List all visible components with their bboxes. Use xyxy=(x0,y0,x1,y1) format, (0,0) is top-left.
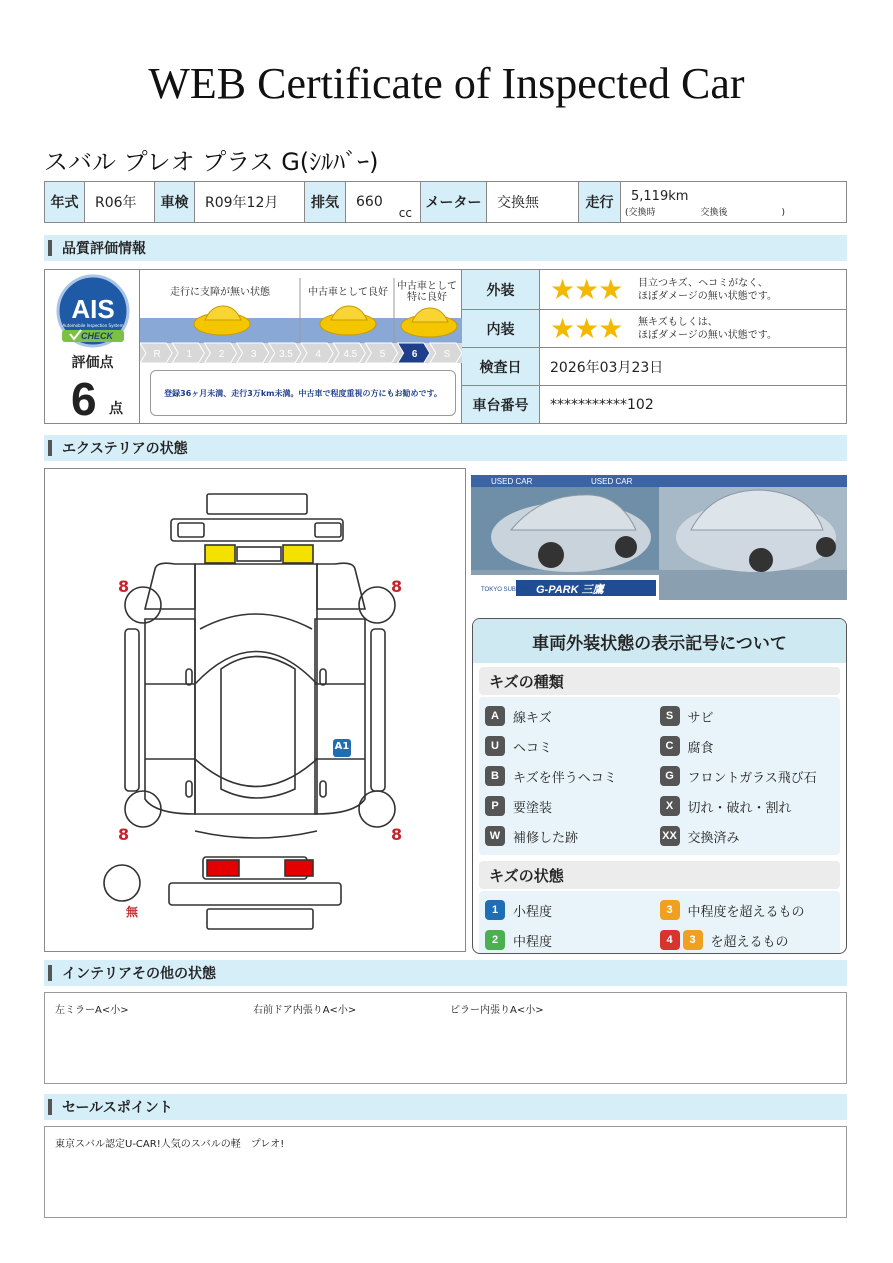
interior-row xyxy=(462,310,846,348)
meter-value: 交換無 xyxy=(487,182,579,222)
grade-scale-graphic xyxy=(140,270,462,370)
document-title: WEB Certificate of Inspected Car xyxy=(148,59,745,108)
section-sales xyxy=(44,1094,847,1120)
section-sales-title: セールスポイント xyxy=(62,1100,173,1116)
legend-types xyxy=(479,697,840,855)
sales-point-box xyxy=(44,1126,847,1218)
score-value: 6 xyxy=(71,373,97,425)
tire-rear-left-depth: 8 xyxy=(118,825,130,844)
interior-item-3: ピラー内張りA<小> xyxy=(450,1005,544,1016)
section-interior-title: インテリアその他の状態 xyxy=(62,966,216,982)
section-interior xyxy=(44,960,847,986)
grade-step-label: 2 xyxy=(218,349,225,360)
section-quality-title: 品質評価情報 xyxy=(62,241,146,257)
ais-check-text: CHECK xyxy=(80,331,114,341)
car-name: スバル プレオ プラス G(ｼﾙﾊﾞｰ) xyxy=(44,148,379,176)
grade-step-label: 3 xyxy=(250,349,257,360)
mileage-note: (交換時 交換後 ) xyxy=(625,208,786,218)
interior-desc-1: 無キズもしくは、 xyxy=(638,316,718,328)
displacement-unit: cc xyxy=(398,206,412,220)
interior-item-2: 右前ドア内張りA<小> xyxy=(253,1005,357,1016)
interior-notes xyxy=(44,992,847,1084)
car-photo-graphic xyxy=(471,475,847,600)
legend-item: P 要塗装 xyxy=(485,791,660,821)
legend-item: C 腐食 xyxy=(660,731,835,761)
interior-desc-2: ほぼダメージの無い状態です。 xyxy=(638,329,777,341)
ais-panel xyxy=(45,270,140,423)
grade-step-label: 6 xyxy=(411,349,418,360)
legend-item: B キズを伴うヘコミ xyxy=(485,761,660,791)
chassis-row xyxy=(462,386,846,423)
dealer-sub: TOKYO SUBARU xyxy=(481,587,529,593)
grade-step-label: 4.5 xyxy=(343,349,358,360)
damage-marker-a1: A1 xyxy=(334,741,350,752)
grade-step-label: 5 xyxy=(379,349,386,360)
legend-item: XX 交換済み xyxy=(660,821,835,851)
grade-step-label: S xyxy=(443,349,451,360)
scale-note: 登録36ヶ月未満、走行3万km未満。中古車で程度重視の方にもお勧めです。 xyxy=(150,370,456,416)
legend-states-title: キズの状態 xyxy=(479,861,840,889)
photo-banner-left: USED CAR xyxy=(491,477,533,486)
scale-label-3: 中古車として特に良好 xyxy=(397,281,457,303)
car-icon-3 xyxy=(401,308,457,337)
dealer-name: G-PARK 三鷹 xyxy=(536,584,604,596)
grade-step-label: R xyxy=(153,349,161,360)
legend-state: 3 中程度を超えるもの xyxy=(660,895,835,925)
inspection-date-value: 2026年03月23日 xyxy=(550,359,664,376)
inspection-label: 車検 xyxy=(155,182,195,222)
tire-rear-right-depth: 8 xyxy=(391,825,403,844)
exterior-label: 外装 xyxy=(462,270,540,309)
exterior-row xyxy=(462,270,846,310)
displacement-label: 排気 xyxy=(305,182,346,222)
legend-state: 2 中程度 xyxy=(485,925,660,954)
exterior-desc-1: 目立つキズ、ヘコミがなく、 xyxy=(638,277,768,289)
tire-front-left-depth: 8 xyxy=(118,577,130,596)
legend-types-title: キズの種類 xyxy=(479,667,840,695)
spare-tire-status: 無 xyxy=(126,905,139,919)
tire-front-right-depth: 8 xyxy=(391,577,403,596)
legend-state: 1 小程度 xyxy=(485,895,660,925)
exterior-desc-2: ほぼダメージの無い状態です。 xyxy=(638,290,777,302)
year-label: 年式 xyxy=(45,182,85,222)
score-unit: 点 xyxy=(109,401,123,417)
grade-scale xyxy=(140,270,462,423)
scale-label-1: 走行に支障が無い状態 xyxy=(170,287,270,298)
legend-item: W 補修した跡 xyxy=(485,821,660,851)
legend-item: G フロントガラス飛び石 xyxy=(660,761,835,791)
legend-item: S サビ xyxy=(660,701,835,731)
interior-label: 内装 xyxy=(462,310,540,347)
chassis-value: ***********102 xyxy=(550,396,654,413)
legend-item: U ヘコミ xyxy=(485,731,660,761)
section-quality xyxy=(44,235,847,261)
legend-states xyxy=(479,891,840,954)
evaluation-box xyxy=(44,269,847,424)
legend-title: 車両外装状態の表示記号について xyxy=(473,619,846,663)
inspection-value: R09年12月 xyxy=(195,182,305,222)
car-icon-1 xyxy=(194,306,250,335)
year-value: R06年 xyxy=(85,182,155,222)
car-photos xyxy=(471,475,847,600)
symbol-legend xyxy=(472,618,847,954)
displacement-value: 660 xyxy=(356,194,383,210)
grade-step-label: 4 xyxy=(315,349,321,360)
chassis-label: 車台番号 xyxy=(462,386,540,423)
mileage-value: 5,119km xyxy=(631,189,689,204)
legend-item: X 切れ・破れ・割れ xyxy=(660,791,835,821)
interior-stars: ★★★ xyxy=(550,312,623,345)
interior-item-1: 左ミラーA<小> xyxy=(55,1005,129,1016)
section-exterior-title: エクステリアの状態 xyxy=(62,441,188,457)
grade-step-label: 1 xyxy=(186,349,193,360)
inspection-date-row xyxy=(462,348,846,386)
sales-point-text: 東京スバル認定U-CAR!人気のスバルの軽 プレオ! xyxy=(55,1139,285,1150)
ais-logo-sub: Automobile Inspection System xyxy=(62,323,124,328)
mileage-label: 走行 xyxy=(579,182,621,222)
displacement-cell xyxy=(346,182,421,222)
spec-table xyxy=(44,181,847,223)
section-exterior xyxy=(44,435,847,461)
mileage-cell xyxy=(621,182,846,222)
legend-state: 4 3 を超えるもの xyxy=(660,925,835,954)
legend-item: A 線キズ xyxy=(485,701,660,731)
inspection-date-label: 検査日 xyxy=(462,348,540,385)
exterior-stars: ★★★ xyxy=(550,273,623,306)
car-damage-diagram xyxy=(44,468,466,952)
scale-label-2: 中古車として良好 xyxy=(308,287,388,298)
meter-label: メーター xyxy=(421,182,487,222)
ais-logo xyxy=(54,274,132,352)
photo-banner-right: USED CAR xyxy=(591,477,633,486)
ais-logo-text: AIS xyxy=(71,294,115,324)
evaluation-table xyxy=(462,270,846,423)
car-icon-2 xyxy=(320,306,376,335)
score-label: 評価点 xyxy=(71,355,114,371)
car-outline xyxy=(45,469,465,951)
grade-step-label: 3.5 xyxy=(278,349,293,360)
